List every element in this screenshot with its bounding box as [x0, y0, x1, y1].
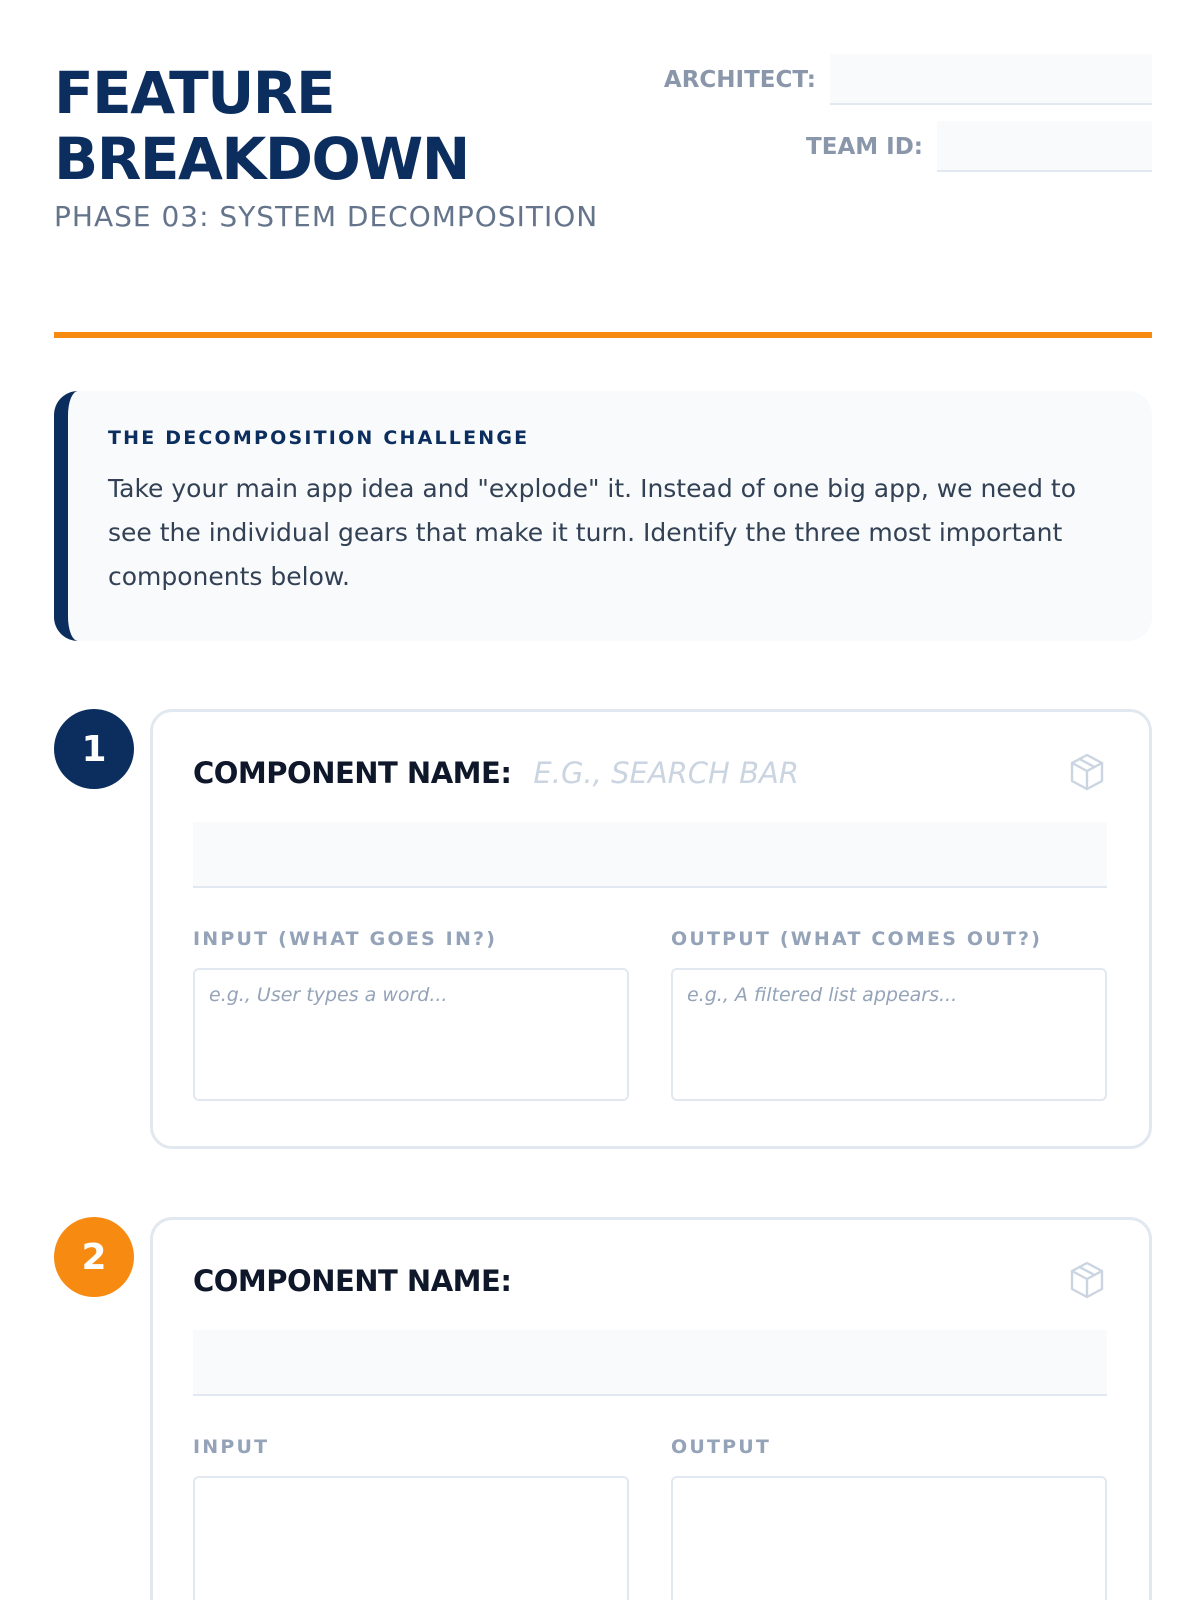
- page-title-line-1: FEATURE: [54, 59, 335, 127]
- header-divider: [54, 332, 1152, 338]
- page-title-line-2: BREAKDOWN: [54, 125, 469, 193]
- challenge-title: THE DECOMPOSITION CHALLENGE: [108, 427, 530, 449]
- input-label: INPUT (WHAT GOES IN?): [193, 928, 498, 950]
- output-label: OUTPUT: [671, 1436, 772, 1458]
- input-column: [193, 928, 629, 1101]
- input-textarea[interactable]: [193, 1476, 629, 1600]
- input-textarea[interactable]: [193, 968, 629, 1101]
- component-name-row: [193, 1264, 1107, 1304]
- output-column: [671, 1436, 1107, 1600]
- output-textarea[interactable]: [671, 968, 1107, 1101]
- team-id-field[interactable]: [937, 121, 1152, 172]
- component-name-row: [193, 756, 1107, 796]
- input-label: INPUT: [193, 1436, 270, 1458]
- architect-field[interactable]: [830, 54, 1152, 105]
- output-textarea[interactable]: [671, 1476, 1107, 1600]
- output-column: [671, 928, 1107, 1101]
- component-name-label: COMPONENT NAME:: [193, 756, 512, 790]
- team-id-row: [806, 121, 1152, 172]
- page-subtitle: PHASE 03: SYSTEM DECOMPOSITION: [54, 200, 599, 233]
- component-card: [150, 1217, 1152, 1600]
- component-number-badge: 2: [54, 1217, 134, 1297]
- challenge-callout: [54, 391, 1152, 641]
- component-name-field[interactable]: [193, 1330, 1107, 1396]
- architect-row: [664, 54, 1152, 105]
- component-name-field[interactable]: [193, 822, 1107, 888]
- component-name-label: COMPONENT NAME:: [193, 1264, 512, 1298]
- cube-icon: [1067, 752, 1107, 792]
- team-id-label: TEAM ID:: [806, 133, 923, 160]
- input-column: [193, 1436, 629, 1600]
- component-section-1: [54, 709, 1152, 1149]
- page-title: [54, 60, 469, 192]
- component-name-hint: E.G., SEARCH BAR: [533, 756, 799, 790]
- io-grid: [193, 1436, 1107, 1600]
- component-card: [150, 709, 1152, 1149]
- output-label: OUTPUT (WHAT COMES OUT?): [671, 928, 1043, 950]
- component-section-2: [54, 1217, 1152, 1600]
- component-number-badge: 1: [54, 709, 134, 789]
- challenge-text: Take your main app idea and "explode" it. Instead of one big app, we need to see the individual gears that make it turn. Identify the three most important components below.: [108, 474, 1077, 591]
- architect-label: ARCHITECT:: [663, 66, 816, 93]
- cube-icon: [1067, 1260, 1107, 1300]
- io-grid: [193, 928, 1107, 1101]
- header: [54, 54, 1152, 290]
